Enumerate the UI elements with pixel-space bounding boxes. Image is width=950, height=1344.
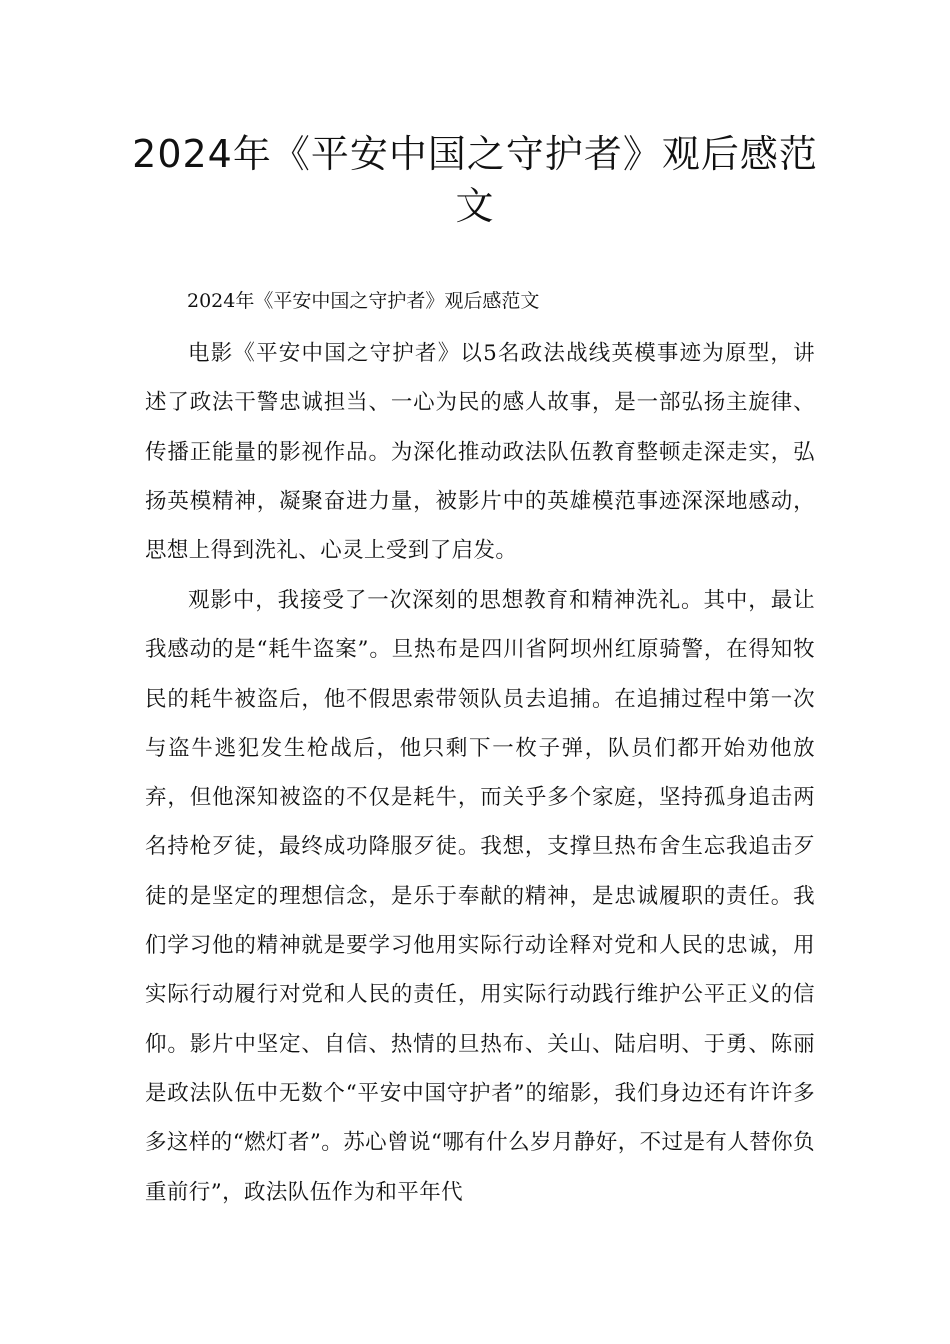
paragraph-1: 电影《平安中国之守护者》以5名政法战线英模事迹为原型，讲述了政法干警忠诚担当、一心为民的感人故事，是一部弘扬主旋律、传播正能量的影视作品。为深化推动政法队伍教育整顿走深走实，弘扬英模精神，凝聚奋进力量，被影片中的英雄模范事迹深深地感动，思想上得到洗礼、心灵上受到了启发。 — [145, 341, 815, 564]
document-title: 2024年《平安中国之守护者》观后感范文 — [132, 132, 818, 228]
paragraph-2: 观影中，我接受了一次深刻的思想教育和精神洗礼。其中，最让我感动的是“耗牛盗案”。旦热布是四川省阿坝州红原骑警，在得知牧民的耗牛被盗后，他不假思索带领队员去追捕。在追捕过程中第一次与盗牛逃犯发生枪战后，他只剩下一枚子弹，队员们都开始劝他放弃，但他深知被盗的不仅是耗牛，而关乎多个家庭，坚持孤身追击两名持枪歹徒，最终成功降服歹徒。我想，支撑旦热布舍生忘我追击歹徒的是坚定的理想信念，是乐于奉献的精神，是忠诚履职的责任。我们学习他的精神就是要学习他用实际行动诠释对党和人民的忠诚，用实际行动履行对党和人民的责任，用实际行动践行维护公平正义的信仰。影片中坚定、自信、热情的旦热布、关山、陆启明、于勇、陈丽是政法队伍中无数个“平安中国守护者”的缩影，我们身边还有许许多多这样的“燃灯者”。苏心曾说“哪有什么岁月静好，不过是有人替你负重前行”，政法队伍作为和平年代 — [145, 588, 815, 1205]
document-subtitle: 2024年《平安中国之守护者》观后感范文 — [187, 290, 540, 312]
